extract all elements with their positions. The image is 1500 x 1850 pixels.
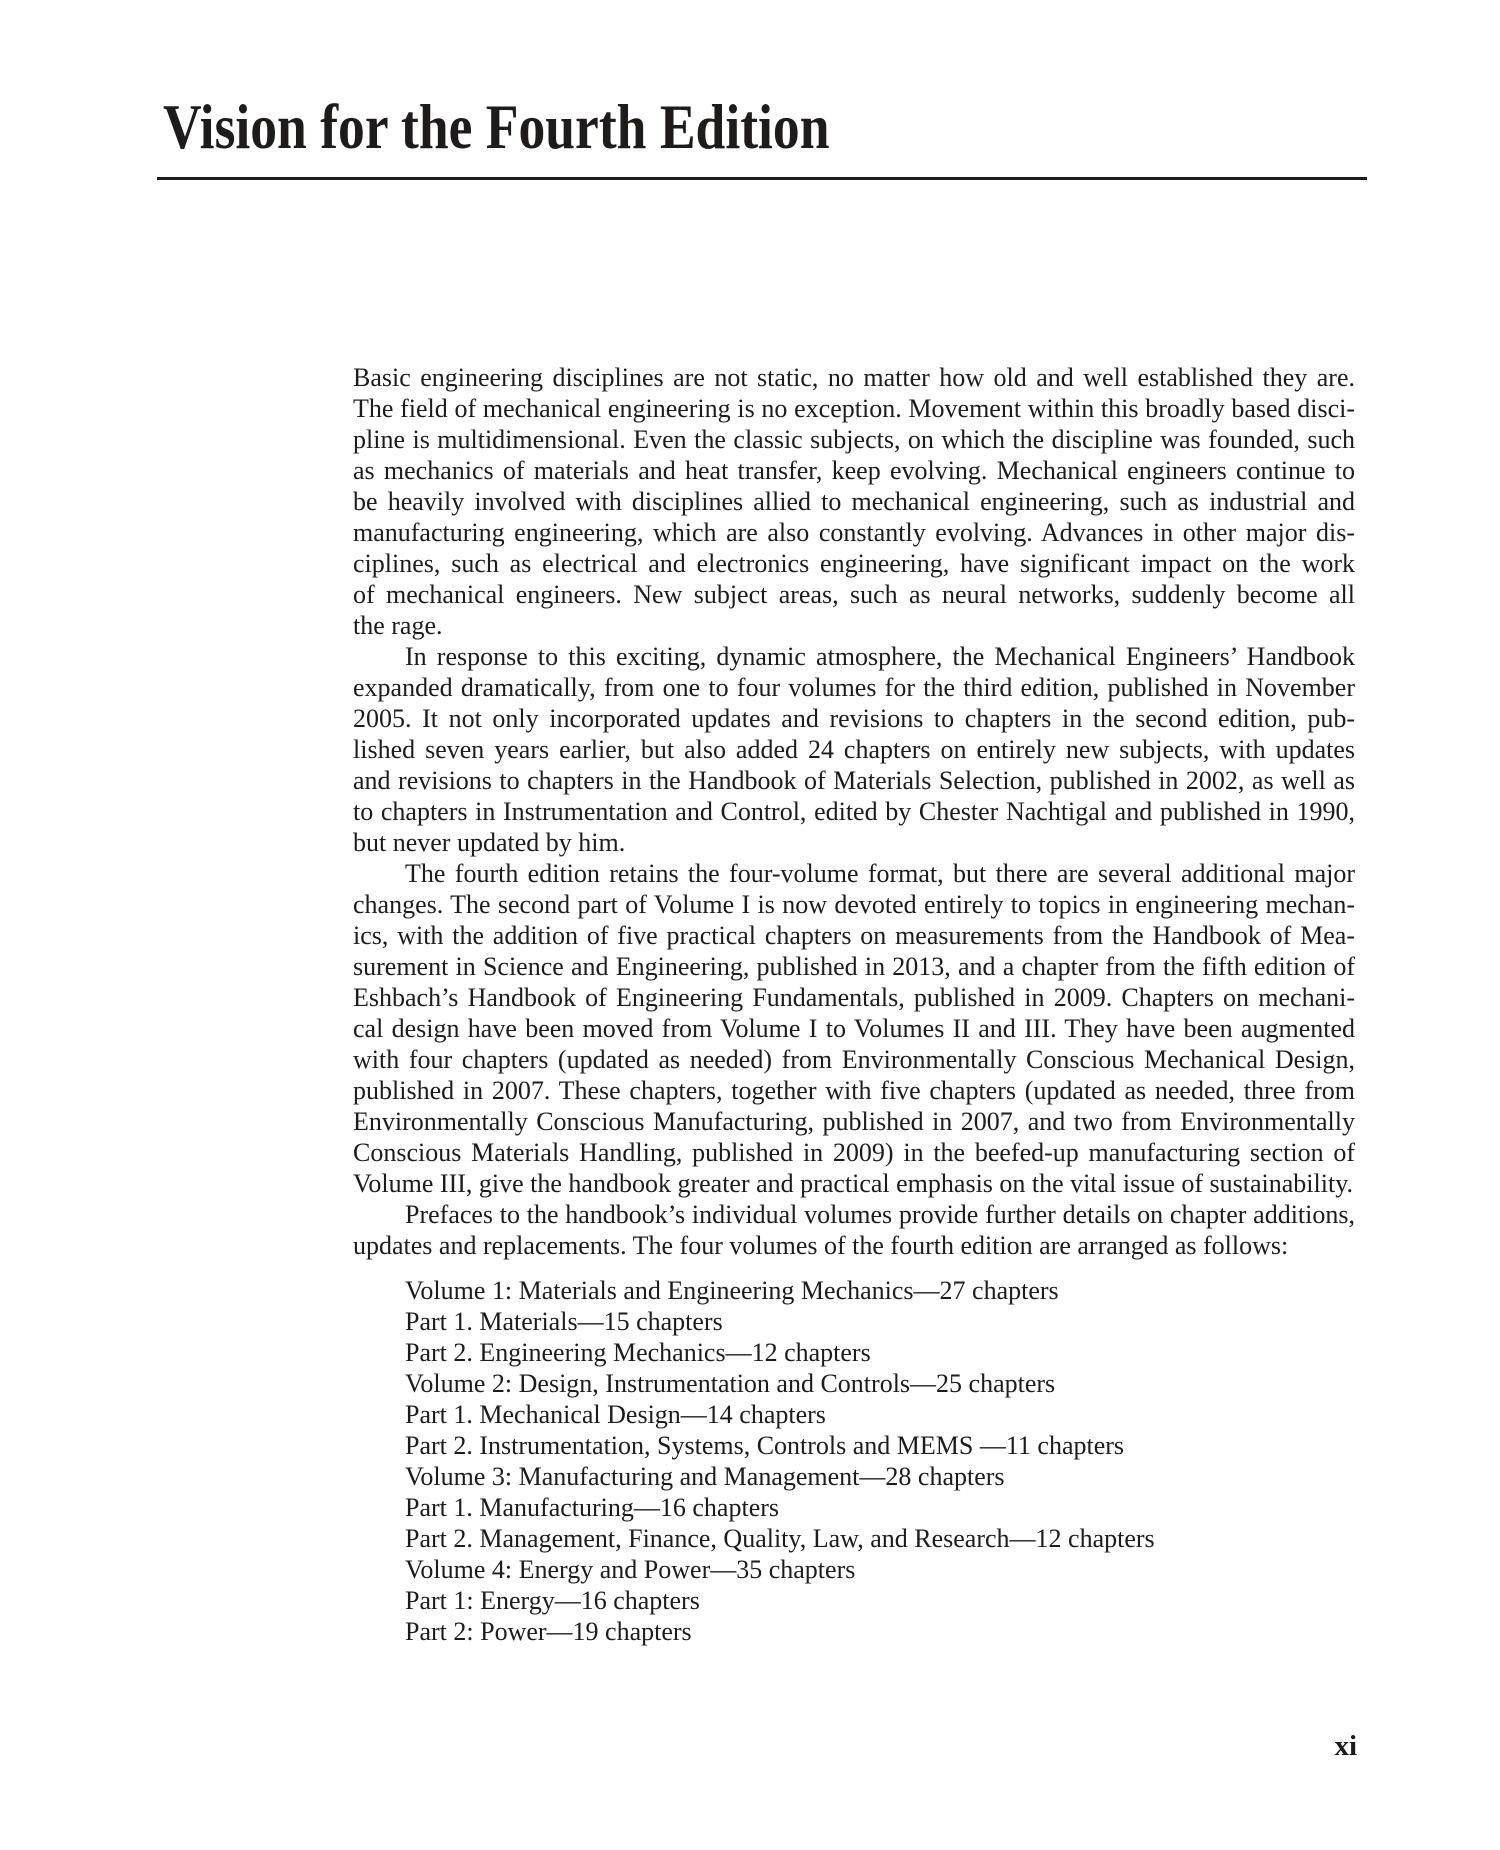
text-line: Conscious Materials Handling, published in 2009) in the beefed-up manufacturing section of [353,1138,1355,1167]
text-line: of mechanical engineers. New subject areas, such as neural networks, suddenly become all [353,580,1355,609]
text-line: expanded dramatically, from one to four volumes for the third edition, published in November [353,673,1355,702]
text-line: updates and replacements. The four volumes of the fourth edition are arranged as follows: [353,1231,1289,1260]
text-line: cal design have been moved from Volume I to Volumes II and III. They have been augmented [353,1014,1355,1043]
text-line: The field of mechanical engineering is no exception. Movement within this broadly based disci- [353,394,1355,423]
text-line: 2005. It not only incorporated updates and revisions to chapters in the second edition, pub- [353,704,1355,733]
paragraph-1 [353,362,1355,641]
volume-list-item: Part 1. Mechanical Design—14 chapters [405,1400,826,1429]
text-line: Basic engineering disciplines are not static, no matter how old and well established they are. [353,363,1355,392]
text-line: and revisions to chapters in the Handbook of Materials Selection, published in 2002, as well as [353,766,1355,795]
volume-list [353,1275,1355,1647]
page-number: xi [1334,1730,1357,1762]
text-line: Prefaces to the handbook’s individual volumes provide further details on chapter additions, [405,1200,1355,1229]
text-line: as mechanics of materials and heat transfer, keep evolving. Mechanical engineers continue to [353,456,1355,485]
body-text [353,362,1355,1647]
volume-list-item: Volume 3: Manufacturing and Management—28 chapters [405,1462,1005,1491]
text-line: published in 2007. These chapters, together with five chapters (updated as needed, three from [353,1076,1355,1105]
text-line: ciplines, such as electrical and electronics engineering, have significant impact on the work [353,549,1355,578]
text-line: manufacturing engineering, which are also constantly evolving. Advances in other major dis- [353,518,1355,547]
title-rule [157,177,1367,180]
text-line: Volume III, give the handbook greater and practical emphasis on the vital issue of sustainability. [353,1169,1354,1198]
volume-list-item: Part 1: Energy—16 chapters [405,1586,700,1615]
volume-list-item: Part 1. Manufacturing—16 chapters [405,1493,780,1522]
volume-list-item: Part 1. Materials—15 chapters [405,1307,723,1336]
text-line: changes. The second part of Volume I is now devoted entirely to topics in engineering mechan- [353,890,1355,919]
text-line: surement in Science and Engineering, published in 2013, and a chapter from the fifth edition of [353,952,1355,981]
text-line: Environmentally Conscious Manufacturing, published in 2007, and two from Environmentally [353,1107,1355,1136]
paragraph-2 [353,641,1355,858]
text-line: to chapters in Instrumentation and Control, edited by Chester Nachtigal and published in 1990, [353,797,1355,826]
text-line: lished seven years earlier, but also added 24 chapters on entirely new subjects, with updates [353,735,1355,764]
paragraph-4 [353,1199,1355,1261]
text-line: ics, with the addition of five practical chapters on measurements from the Handbook of Mea- [353,921,1355,950]
text-line: be heavily involved with disciplines allied to mechanical engineering, such as industrial and [353,487,1355,516]
text-line: with four chapters (updated as needed) from Environmentally Conscious Mechanical Design, [353,1045,1355,1074]
paragraph-3 [353,858,1355,1199]
text-line: The fourth edition retains the four-volume format, but there are several additional major [405,859,1355,888]
page-title: Vision for the Fourth Edition [163,92,830,162]
volume-list-item: Part 2. Instrumentation, Systems, Controls and MEMS —11 chapters [405,1431,1125,1460]
text-line: pline is multidimensional. Even the classic subjects, on which the discipline was founded, such [353,425,1355,454]
volume-list-item: Part 2: Power—19 chapters [405,1617,692,1646]
text-line: Eshbach’s Handbook of Engineering Fundamentals, published in 2009. Chapters on mechani- [353,983,1355,1012]
volume-list-item: Part 2. Management, Finance, Quality, Law, and Research—12 chapters [405,1524,1155,1553]
text-line: the rage. [353,611,443,640]
volume-list-item: Volume 4: Energy and Power—35 chapters [405,1555,856,1584]
volume-list-item: Volume 2: Design, Instrumentation and Controls—25 chapters [405,1369,1056,1398]
text-line: but never updated by him. [353,828,626,857]
volume-list-item: Volume 1: Materials and Engineering Mechanics—27 chapters [405,1276,1059,1305]
text-line: In response to this exciting, dynamic atmosphere, the Mechanical Engineers’ Handbook [405,642,1355,671]
volume-list-item: Part 2. Engineering Mechanics—12 chapters [405,1338,871,1367]
